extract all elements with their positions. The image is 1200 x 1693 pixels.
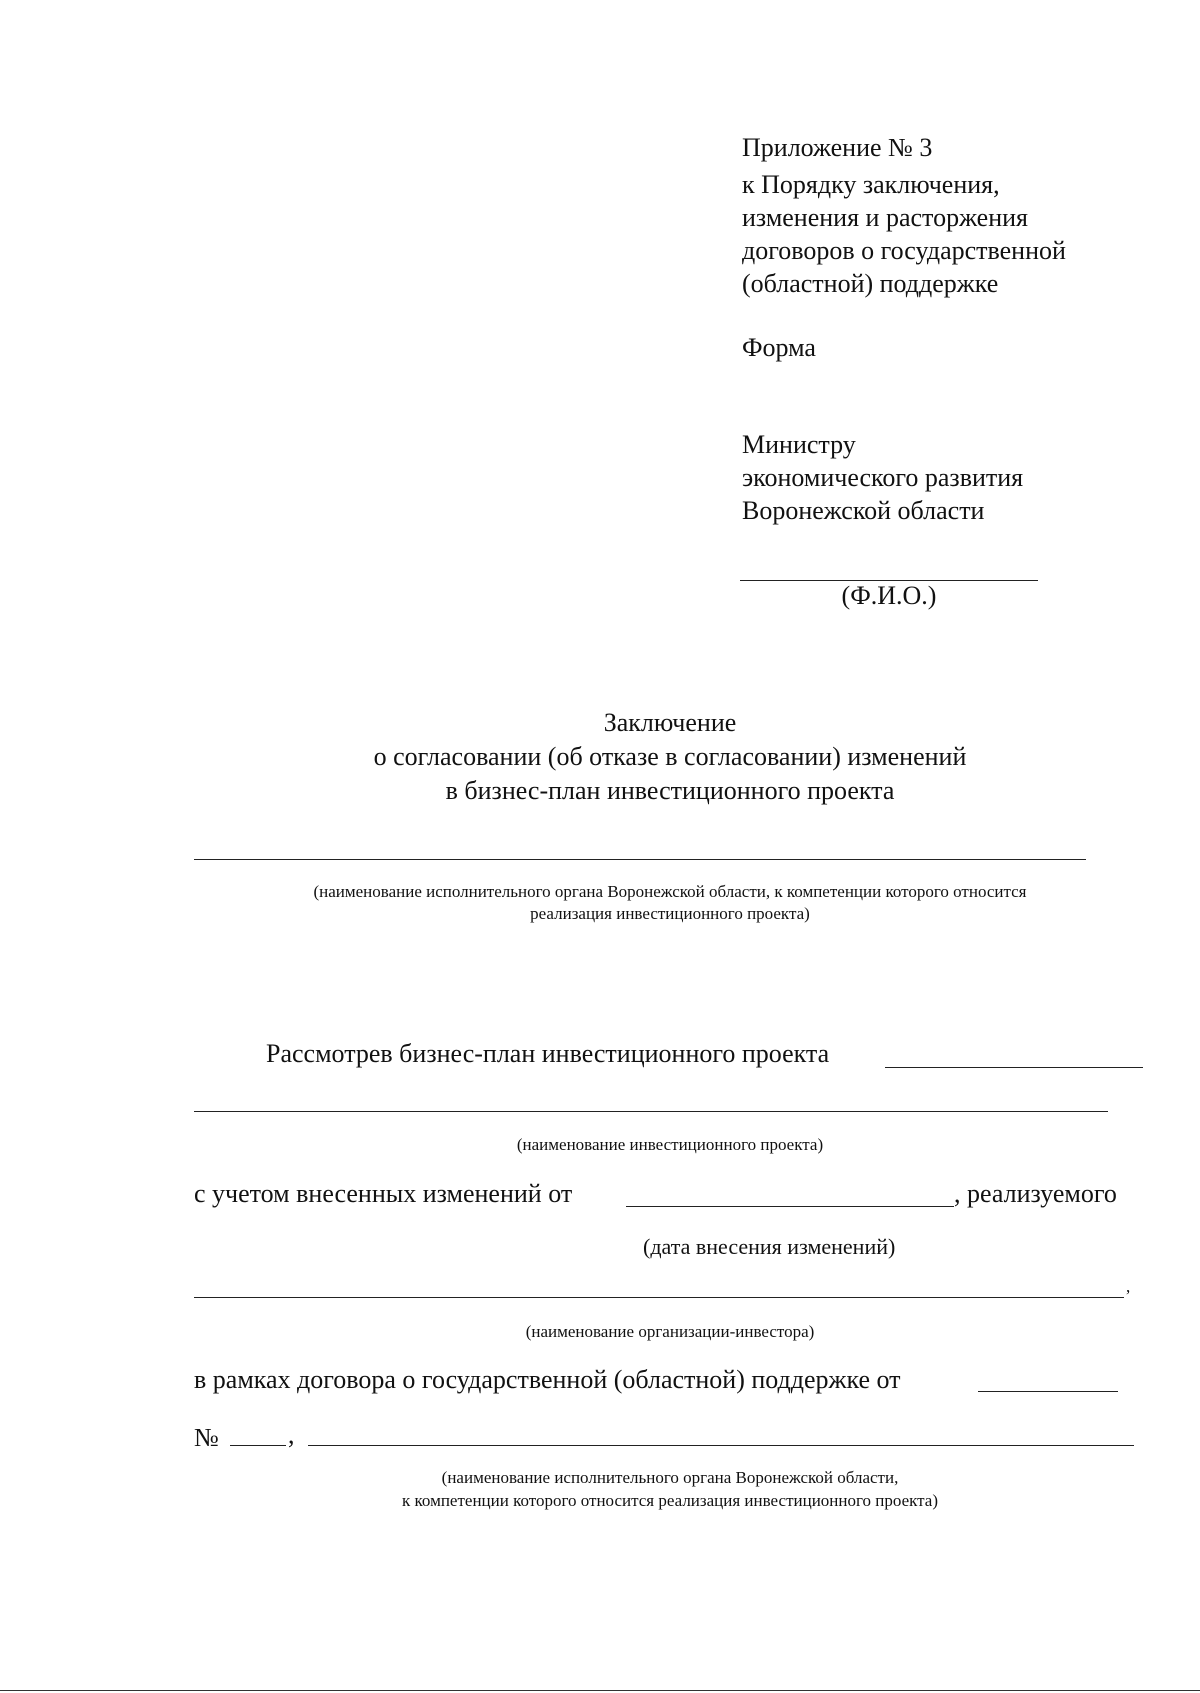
document-title-line-2: о согласовании (об отказе в согласовании) изменений xyxy=(373,742,967,771)
organization-caption: (наименование организации-инвестора) xyxy=(525,1322,815,1341)
organization-line xyxy=(194,1297,1124,1298)
appendix-subtitle-line-3: договоров о государственной xyxy=(742,236,1066,265)
appendix-number: Приложение № 3 xyxy=(742,133,933,162)
contract-date-line xyxy=(978,1391,1118,1392)
addressee-line-2: экономического развития xyxy=(742,463,1024,492)
executive-caption-line-2: реализация инвестиционного проекта) xyxy=(530,904,810,923)
number-sign: № xyxy=(194,1423,219,1452)
executive-caption-line-1: (наименование исполнительного органа Воронежской области, к компетенции которого относится xyxy=(313,882,1027,901)
name-caption: (Ф.И.О.) xyxy=(841,581,937,610)
changes-suffix: , реализуемого xyxy=(954,1179,1117,1208)
project-name-line-2 xyxy=(194,1111,1108,1112)
document-title-line-3: в бизнес-план инвестиционного проекта xyxy=(445,776,895,805)
organization-comma: , xyxy=(1126,1277,1131,1296)
project-caption: (наименование инвестиционного проекта) xyxy=(516,1135,824,1154)
page-bottom-edge xyxy=(0,1690,1200,1691)
addressee-line-1: Министру xyxy=(742,430,856,459)
date-caption: (дата внесения изменений) xyxy=(643,1234,896,1259)
executive-body-line-2 xyxy=(308,1445,1134,1446)
changes-date-line xyxy=(626,1206,954,1207)
footer-caption-line-2: к компетенции которого относится реализация инвестиционного проекта) xyxy=(401,1491,939,1510)
appendix-subtitle-line-4: (областной) поддержке xyxy=(742,269,999,298)
footer-caption-line-1: (наименование исполнительного органа Воронежской области, xyxy=(441,1468,899,1487)
changes-prefix: с учетом внесенных изменений от xyxy=(194,1179,573,1208)
appendix-subtitle-line-2: изменения и расторжения xyxy=(742,203,1029,232)
addressee-line-3: Воронежской области xyxy=(742,496,985,525)
reviewed-text: Рассмотрев бизнес-план инвестиционного проекта xyxy=(266,1039,830,1068)
executive-body-line xyxy=(194,859,1086,860)
document-title: Заключение xyxy=(603,708,737,737)
project-name-line-1 xyxy=(885,1067,1143,1068)
contract-text: в рамках договора о государственной (областной) поддержке от xyxy=(194,1365,901,1394)
appendix-subtitle-line-1: к Порядку заключения, xyxy=(742,170,1000,199)
form-label: Форма xyxy=(742,333,816,362)
number-comma: , xyxy=(288,1420,295,1449)
contract-number-line xyxy=(230,1445,286,1446)
